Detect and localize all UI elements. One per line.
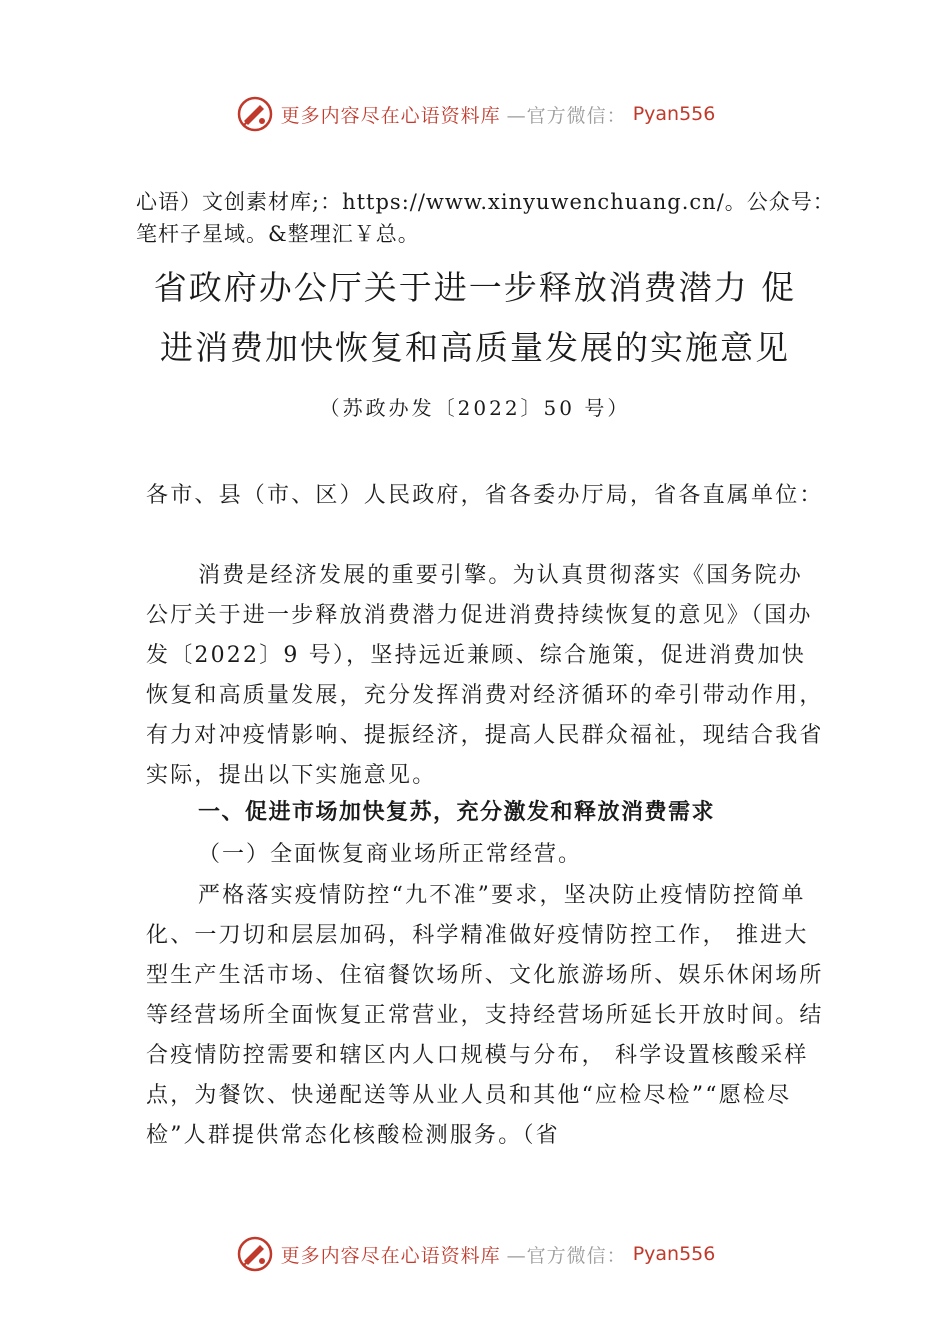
source-line: 心语）文创素材库;：https://www.xinyuwenchuang.cn/。公众号：笔杆子星域。&整理汇￥总。: [136, 190, 835, 246]
pen-seal-logo-icon: [235, 94, 275, 134]
watermark-wechat-id: Pyan556: [632, 103, 716, 125]
document-number: （苏政办发〔2022〕50 号）: [319, 396, 631, 420]
intro-paragraph: 消费是经济发展的重要引擎。为认真贯彻落实《国务院办公厅关于进一步释放消费潜力促进消费持续恢复的意见》（国办发〔2022〕9 号），坚持远近兼顾、综合施策，促进消费加快恢复和高质量发展，充分发挥消费对经济循环的牵引带动作用，有力对冲疫情影响、提振经济，提高人民群众福祉，现结合我省实际，提出以下实施意见。: [146, 563, 824, 788]
section-heading: 一、促进市场加快复苏，充分激发和释放消费需求: [198, 800, 716, 825]
watermark-banner-top: [0, 92, 950, 136]
watermark-separator: —官方微信：: [506, 1244, 627, 1267]
pen-seal-logo-icon: [235, 1234, 275, 1274]
body-paragraph: 严格落实疫情防控“九不准”要求，坚决防止疫情防控简单化、一刀切和层层加码，科学精准做好疫情防控工作， 推进大型生产生活市场、住宿餐饮场所、文化旅游场所、娱乐休闲场所等经营场所全面恢复正常营业，支持经营场所延长开放时间。结合疫情防控需要和辖区内人口规模与分布， 科学设置核酸采样点，为餐饮、快递配送等从业人员和其他“应检尽检”“愿检尽检”人群提供常态化核酸检测服务。（省: [146, 883, 824, 1148]
document-title-line-2: 进消费加快恢复和高质量发展的实施意见: [160, 328, 790, 367]
watermark-separator: —官方微信：: [506, 104, 627, 127]
document-title-line-1: 省政府办公厅关于进一步释放消费潜力 促: [153, 268, 797, 307]
watermark-text: 更多内容尽在心语资料库: [280, 104, 501, 127]
watermark-text: 更多内容尽在心语资料库: [280, 1244, 501, 1267]
watermark-banner-bottom: [0, 1232, 950, 1276]
addressee: 各市、县（市、区）人民政府，省各委办厅局，省各直属单位：: [146, 483, 824, 508]
subsection-heading: （一）全面恢复商业场所正常经营。: [198, 842, 583, 867]
watermark-wechat-id: Pyan556: [632, 1243, 716, 1265]
